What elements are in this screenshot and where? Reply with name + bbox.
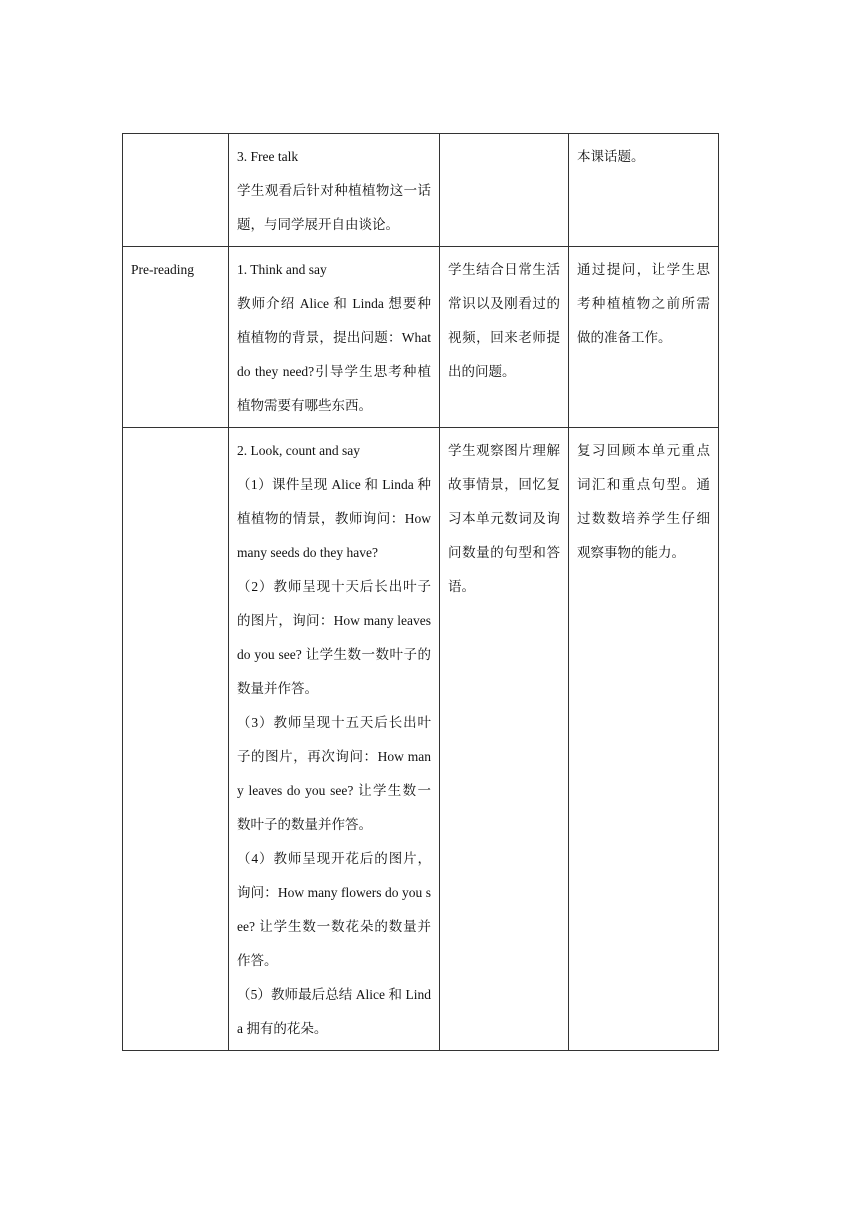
table-row	[123, 247, 719, 428]
activity-text: 学生观看后针对种植植物这一话题，与同学展开自由谈论。	[237, 183, 431, 232]
activity-step-5: （5）教师最后总结 Alice 和 Linda 拥有的花朵。	[237, 987, 431, 1036]
purpose-text: 本课话题。	[577, 149, 645, 164]
student-activity-cell	[440, 247, 569, 428]
student-activity-text: 学生观察图片理解故事情景，回忆复习本单元数词及询问数量的句型和答语。	[448, 443, 560, 594]
table-row	[123, 134, 719, 247]
activity-step-4: （4）教师呈现开花后的图片，询问：How many flowers do you see? 让学生数一数花朵的数量并作答。	[237, 851, 431, 968]
student-activity-cell	[440, 428, 569, 1051]
activity-step-3: （3）教师呈现十五天后长出叶子的图片，再次询问：How many leaves do you see? 让学生数一数叶子的数量并作答。	[237, 715, 431, 832]
stage-cell	[123, 134, 229, 247]
stage-cell	[123, 247, 229, 428]
activity-step-1: （1）课件呈现 Alice 和 Linda 种植植物的情景，教师询问：How many seeds do they have?	[237, 477, 431, 560]
purpose-text: 通过提问，让学生思考种植植物之前所需做的准备工作。	[577, 262, 710, 345]
purpose-cell	[569, 428, 719, 1051]
stage-cell	[123, 428, 229, 1051]
student-activity-cell	[440, 134, 569, 247]
activity-text: 教师介绍 Alice 和 Linda 想要种植植物的背景，提出问题：What do they need?引导学生思考种植植物需要有哪些东西。	[237, 296, 431, 413]
activity-heading: 3. Free talk	[237, 149, 299, 164]
stage-label: Pre-reading	[131, 262, 194, 277]
activity-step-2: （2）教师呈现十天后长出叶子的图片，询问：How many leaves do you see? 让学生数一数叶子的数量并作答。	[237, 579, 431, 696]
activity-heading: 1. Think and say	[237, 262, 327, 277]
activity-cell	[229, 428, 440, 1051]
purpose-text: 复习回顾本单元重点词汇和重点句型。通过数数培养学生仔细观察事物的能力。	[577, 443, 710, 560]
activity-cell	[229, 247, 440, 428]
student-activity-text: 学生结合日常生活常识以及刚看过的视频，回来老师提出的问题。	[448, 262, 560, 379]
activity-cell	[229, 134, 440, 247]
purpose-cell	[569, 134, 719, 247]
activity-heading: 2. Look, count and say	[237, 443, 360, 458]
lesson-plan-table	[122, 133, 719, 1051]
table-row	[123, 428, 719, 1051]
purpose-cell	[569, 247, 719, 428]
